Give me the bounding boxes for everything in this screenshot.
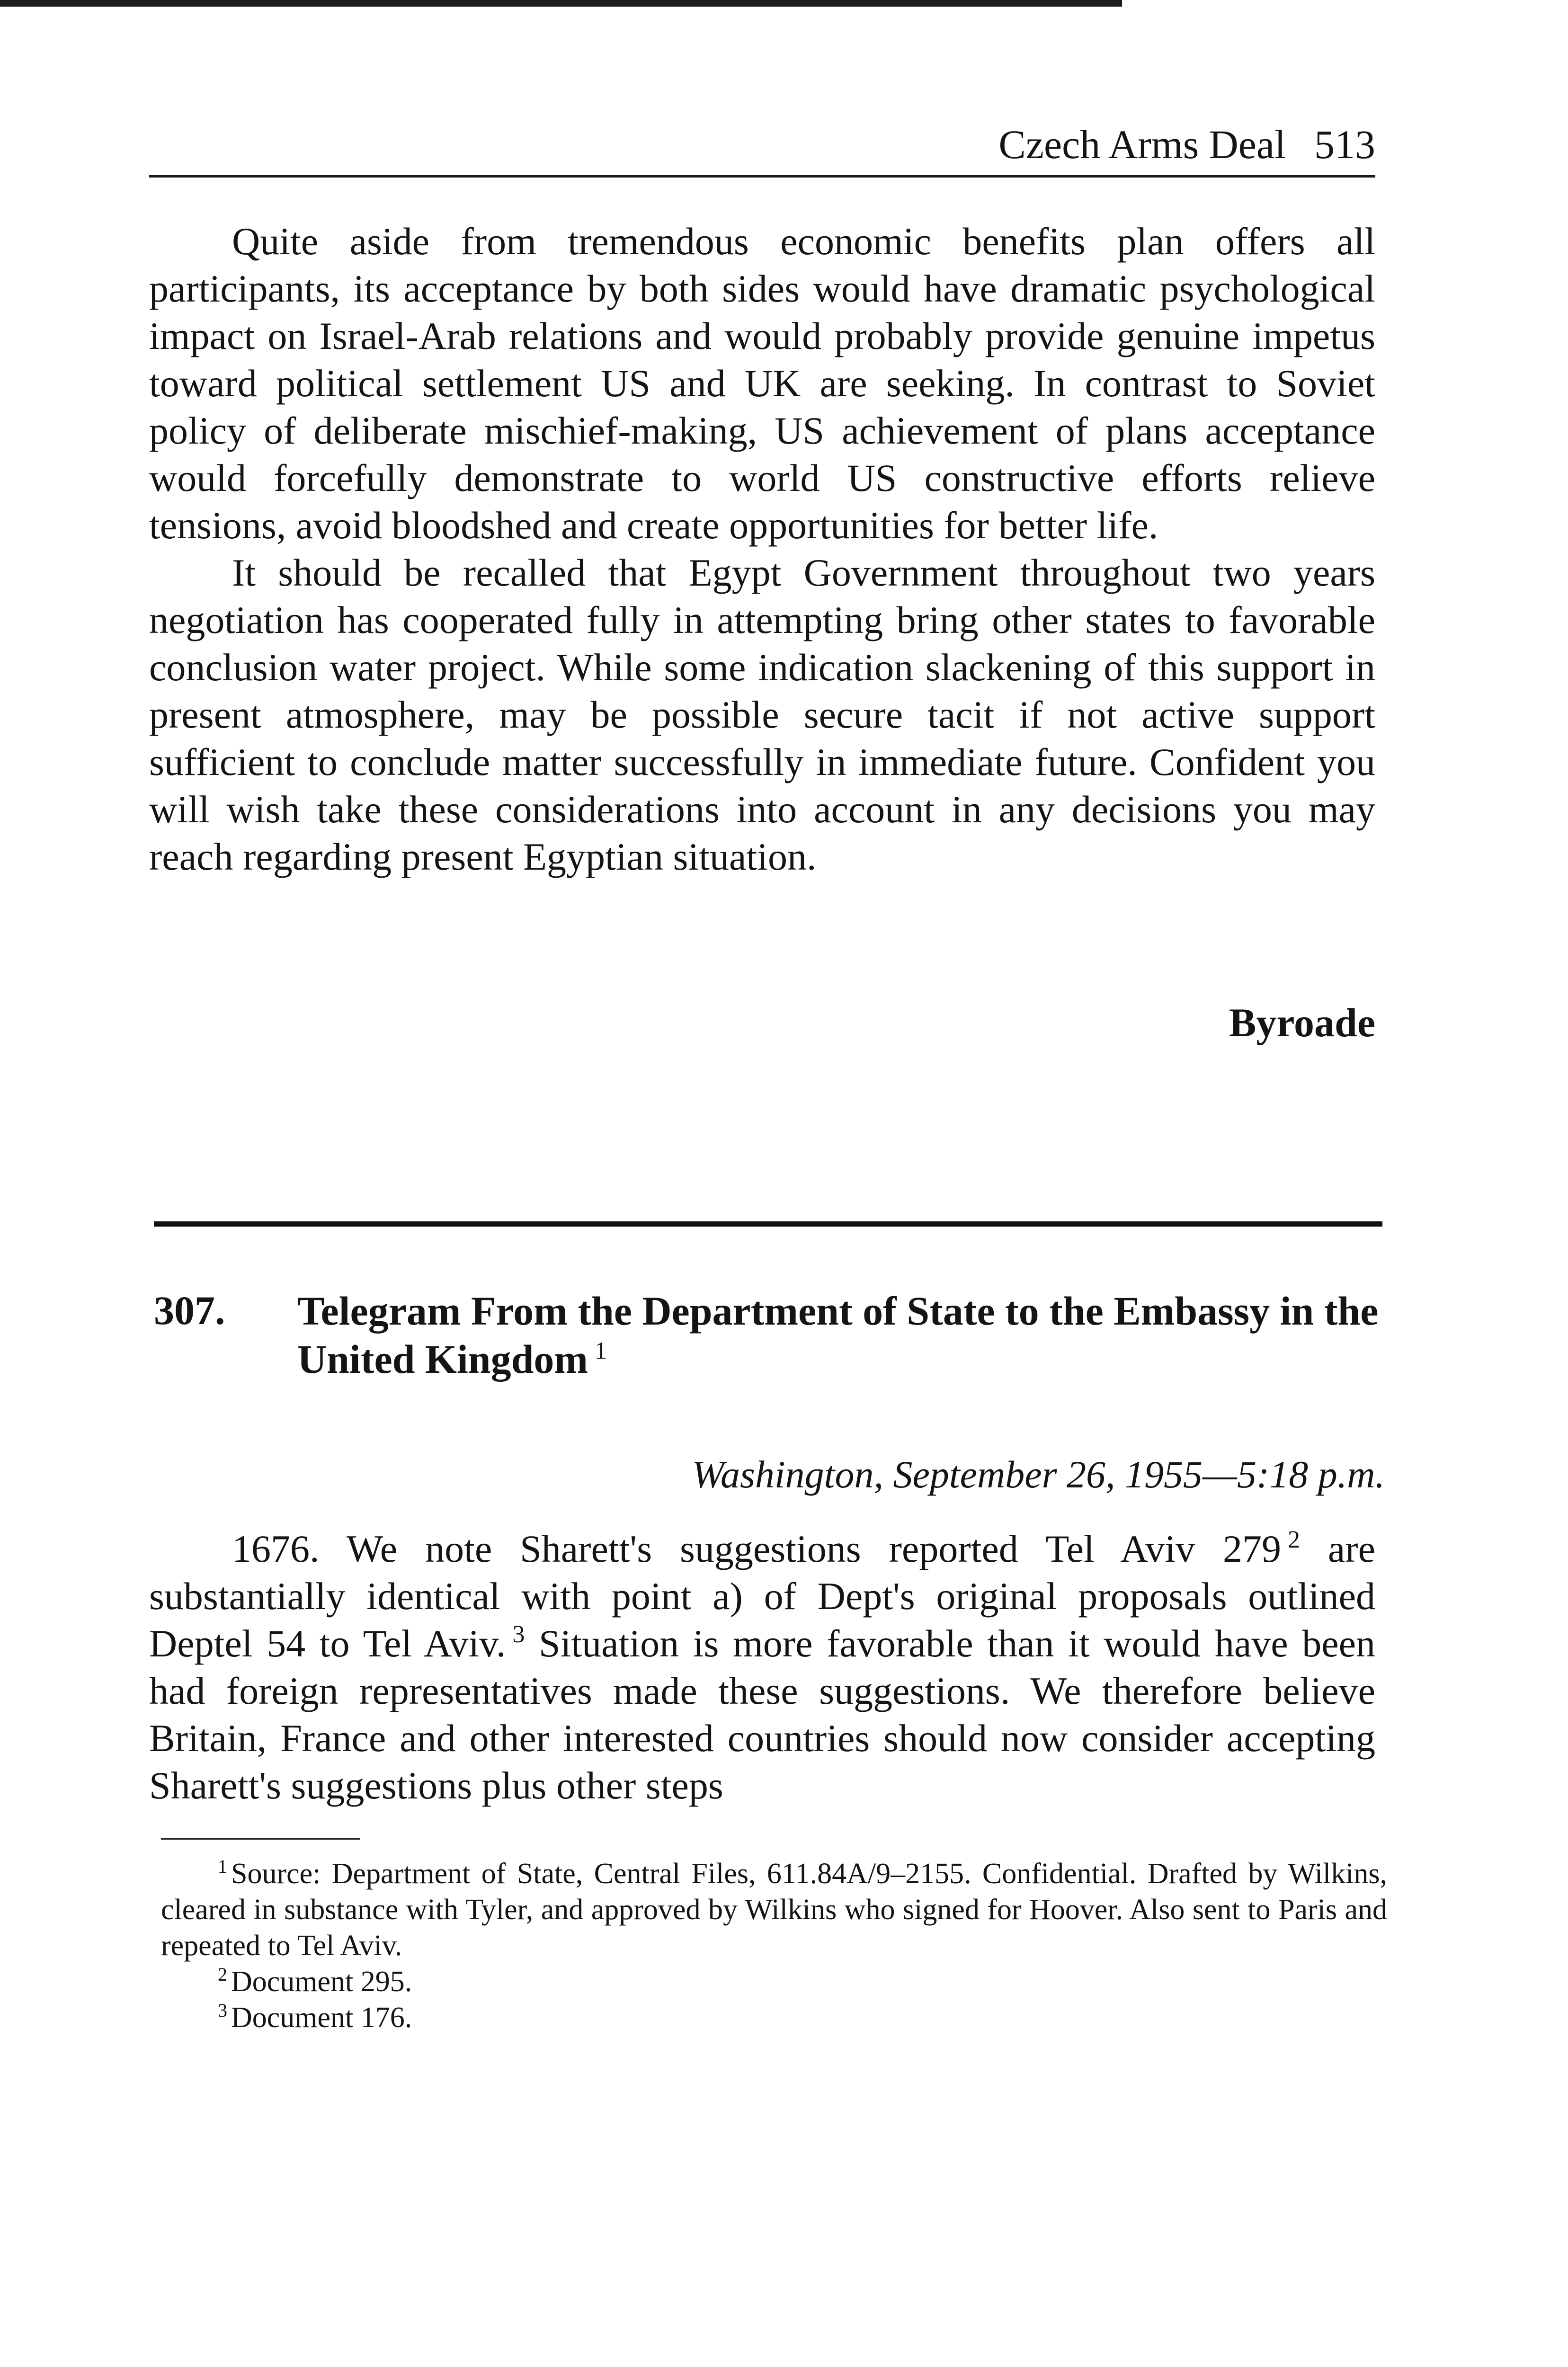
footnotes	[161, 1856, 1387, 2036]
running-title: Czech Arms Deal	[998, 122, 1286, 167]
footnote-text: Document 295.	[231, 1966, 412, 1998]
footnote	[161, 1856, 1387, 1964]
footnote-divider	[161, 1838, 360, 1840]
paragraph-text: 1676. We note Sharett's suggestions reported Tel Aviv 279	[232, 1527, 1281, 1570]
footnote-ref: 2	[1287, 1526, 1300, 1553]
footnote-ref: 1	[595, 1337, 607, 1364]
signature: Byroade	[1229, 1000, 1375, 1045]
page-number: 513	[1314, 122, 1375, 167]
paragraph-text: Situation is more favorable than it would have been had foreign representatives made these suggestions. We therefore believe Britain, France and other interested countries should now consider accepting Sharett's suggestions plus other steps	[149, 1622, 1376, 1807]
footnote-marker: 3	[218, 2000, 227, 2021]
document-title	[297, 1287, 1386, 1383]
document-title-text: Telegram From the Department of State to the Embassy in the United Kingdom	[297, 1288, 1379, 1382]
paragraph: It should be recalled that Egypt Government throughout two years negotiation has cooperated fully in attempting bring other states to favorable conclusion water project. While some indication slackening of this support in present atmosphere, may be possible secure tacit if not active support sufficient to conclude matter successfully in immediate future. Confident you will wish take these considerations into account in any decisions you may reach regarding present Egyptian situation.	[149, 551, 1375, 878]
dateline: Washington, September 26, 1955—5:18 p.m.	[692, 1453, 1385, 1496]
telegram-body	[149, 1525, 1375, 1809]
footnote-ref: 3	[512, 1621, 525, 1648]
document-number: 307.	[154, 1288, 225, 1333]
footnote	[161, 1964, 1387, 2000]
scan-edge	[0, 0, 1122, 7]
footnote-text: Document 176.	[231, 2002, 412, 2034]
paragraph-text: are substantially identical with point a) of Dept's original proposals outlined Deptel 54 to Tel Aviv.	[149, 1527, 1376, 1665]
continued-telegram-text	[149, 218, 1375, 881]
running-header	[149, 121, 1375, 178]
paragraph: Quite aside from tremendous economic benefits plan offers all participants, its acceptance by both sides would have dramatic psychological impact on Israel-Arab relations and would probably provide genuine impetus toward political settlement US and UK are seeking. In contrast to Soviet policy of deliberate mischief-making, US achievement of plans acceptance would forcefully demonstrate to world US constructive efforts relieve tensions, avoid bloodshed and create opportunities for better life.	[149, 220, 1375, 547]
section-divider	[154, 1221, 1382, 1227]
footnote-marker: 2	[218, 1964, 227, 1985]
footnote-text: Source: Department of State, Central Files, 611.84A/9–2155. Confidential. Drafted by Wilkins, cleared in substance with Tyler, and approved by Wilkins who signed for Hoover. Also sent to Paris and repeated to Tel Aviv.	[161, 1858, 1387, 1962]
footnote-marker: 1	[218, 1856, 227, 1877]
footnote	[161, 2000, 1387, 2036]
paragraph	[149, 1525, 1375, 1809]
